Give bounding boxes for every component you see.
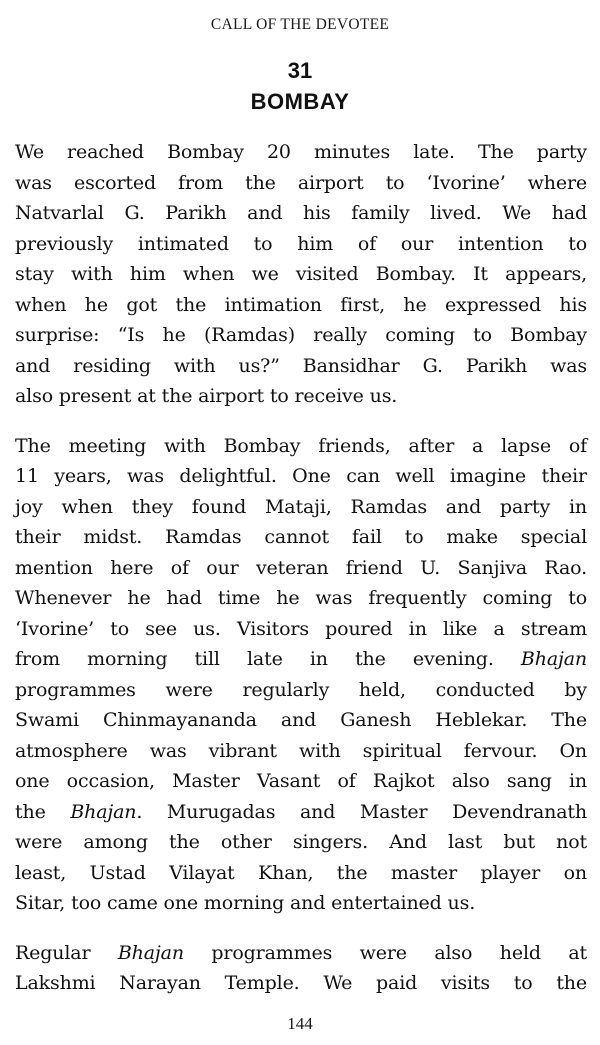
- text-line: also present at the airport to receive us.: [15, 385, 398, 407]
- text-segment: Regular: [15, 941, 91, 964]
- italic-word: Bhajan: [70, 800, 137, 823]
- text-line: their midst. Ramdas cannot fail to make special: [15, 526, 587, 548]
- text-line: previously intimated to him of our intention to: [15, 232, 587, 255]
- text-line: We reached Bombay 20 minutes late. The party: [15, 141, 587, 163]
- text-line: joy when they found Mataji, Ramdas and party in: [15, 495, 587, 518]
- text-line-with-italic: [15, 644, 587, 675]
- text-line: were among the other singers. And last but not: [15, 831, 587, 853]
- text-line: when he got the intimation first, he expressed his: [15, 293, 587, 316]
- text-segment: programmes were also held at: [211, 941, 587, 964]
- text-line: atmosphere was vibrant with spiritual fervour. On: [15, 739, 587, 762]
- text-line: stay with him when we visited Bombay. It appears,: [15, 263, 587, 285]
- page-number: 144: [287, 1014, 313, 1033]
- text-line: and residing with us?” Bansidhar G. Parikh was: [15, 354, 587, 377]
- text-line: Sitar, too came one morning and entertained us.: [15, 892, 476, 914]
- text-line: Swami Chinmayananda and Ganesh Heblekar. The: [15, 709, 587, 731]
- paragraph-gap: [15, 412, 587, 431]
- text-line: ‘Ivorine’ to see us. Visitors poured in like a stream: [15, 617, 587, 640]
- paragraph-3: [15, 938, 587, 999]
- text-line: surprise: “Is he (Ramdas) really coming to Bombay: [15, 324, 587, 346]
- text-segment: the: [15, 800, 46, 823]
- text-line: was escorted from the airport to ‘Ivorine’ where: [15, 171, 587, 194]
- text-line: Lakshmi Narayan Temple. We paid visits to the: [15, 972, 587, 994]
- text-line: one occasion, Master Vasant of Rajkot also sang in: [15, 770, 587, 792]
- text-segment: from morning till late in the evening.: [15, 648, 494, 670]
- body-text: [15, 137, 587, 999]
- italic-word: Bhajan: [117, 941, 184, 964]
- text-line: Natvarlal G. Parikh and his family lived. We had: [15, 202, 587, 224]
- paragraph-1: [15, 137, 587, 412]
- text-segment: . Murugadas and Master Devendranath: [136, 800, 587, 823]
- text-line: mention here of our veteran friend U. Sanjiva Rao.: [15, 556, 587, 579]
- italic-word: Bhajan: [520, 648, 588, 670]
- paragraph-2: [15, 431, 587, 919]
- text-line: least, Ustad Vilayat Khan, the master player on: [15, 861, 587, 884]
- text-line-with-italic: [15, 797, 587, 828]
- chapter-title: BOMBAY: [250, 89, 350, 114]
- paragraph-gap: [15, 919, 587, 938]
- text-line: programmes were regularly held, conducted by: [15, 678, 587, 701]
- running-head: CALL OF THE DEVOTEE: [210, 16, 390, 33]
- text-line: The meeting with Bombay friends, after a lapse of: [15, 434, 587, 457]
- text-line: Whenever he had time he was frequently coming to: [15, 587, 587, 609]
- chapter-number: 31: [287, 58, 313, 83]
- text-line-with-italic: [15, 938, 587, 969]
- text-line: 11 years, was delightful. One can well imagine their: [15, 465, 587, 487]
